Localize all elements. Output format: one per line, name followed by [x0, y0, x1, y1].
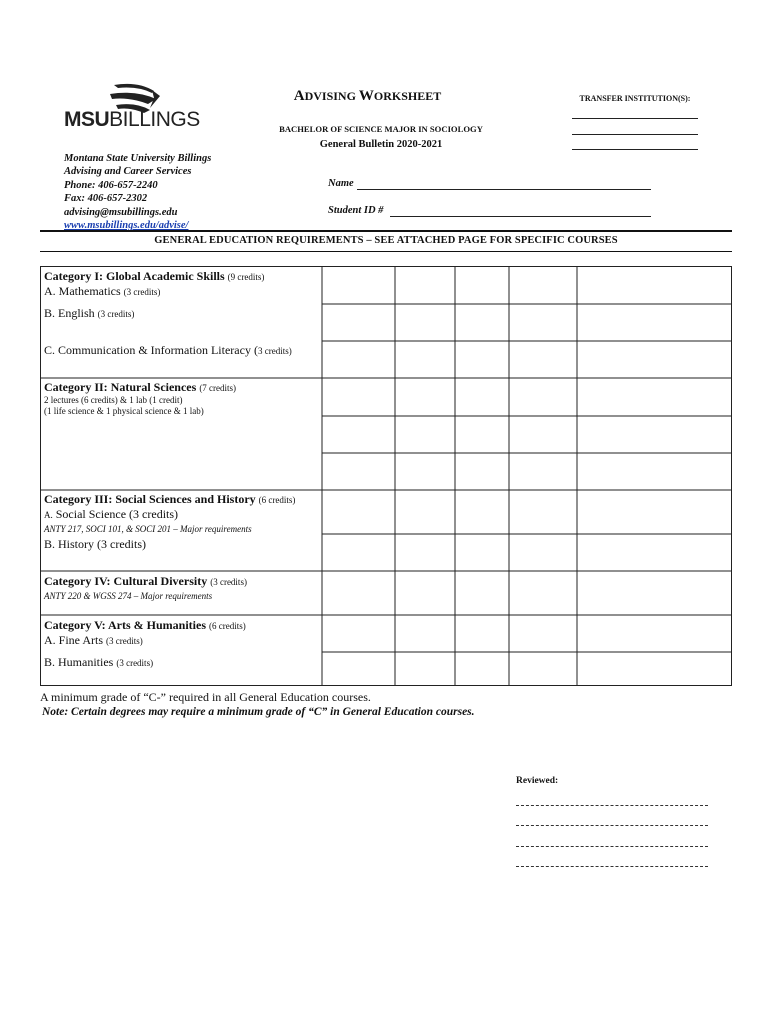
- category-5: Category V: Arts & Humanities (6 credits) A. Fine Arts (3 credits): [44, 618, 246, 647]
- category-3a-label: Social Science (3 credits): [52, 507, 179, 521]
- grade-requirement-note: Note: Certain degrees may require a minimum grade of “C” in General Education courses.: [42, 706, 475, 718]
- gen-ed-heading: GENERAL EDUCATION REQUIREMENTS – SEE ATTACHED PAGE FOR SPECIFIC COURSES: [154, 235, 618, 246]
- category-2-note: (1 life science & 1 physical science & 1 lab): [44, 406, 204, 416]
- category-1c: C. Communication & Information Literacy (3 credits): [44, 343, 292, 357]
- degree-name: BACHELOR OF SCIENCE MAJOR IN SOCIOLOGY: [279, 124, 483, 134]
- advising-website-link[interactable]: www.msubillings.edu/advise/: [64, 220, 189, 232]
- reviewed-signature-line[interactable]: [516, 805, 708, 806]
- category-1a-label: A. Mathematics: [44, 284, 121, 298]
- category-1-title: Category I: Global Academic Skills: [44, 269, 225, 283]
- category-5b: B. Humanities (3 credits): [44, 655, 154, 669]
- reviewed-signature-line[interactable]: [516, 825, 708, 826]
- category-2-note: 2 lectures (6 credits) & 1 lab (1 credit): [44, 395, 183, 405]
- reviewed-signature-line[interactable]: [516, 846, 708, 847]
- category-3-title: Category III: Social Sciences and History: [44, 492, 256, 506]
- reviewed-label: Reviewed:: [516, 776, 559, 786]
- divider: [40, 230, 732, 232]
- contact-line: Montana State University Billings: [64, 153, 212, 164]
- student-id-field[interactable]: [390, 216, 651, 217]
- contact-info: [64, 152, 211, 232]
- category-2-title: Category II: Natural Sciences: [44, 380, 197, 394]
- contact-email: advising@msubillings.edu: [64, 206, 178, 218]
- name-label: Name: [328, 178, 354, 189]
- student-id-label: Student ID #: [328, 205, 384, 216]
- category-5-title: Category V: Arts & Humanities: [44, 618, 206, 632]
- name-field[interactable]: [357, 189, 651, 190]
- category-4: Category IV: Cultural Diversity (3 credits) ANTY 220 & WGSS 274 – Major requirements: [44, 574, 318, 603]
- transfer-institution-field[interactable]: [572, 134, 698, 135]
- category-4-note: ANTY 220 & WGSS 274 – Major requirements: [44, 591, 213, 601]
- category-4-title: Category IV: Cultural Diversity: [44, 574, 208, 588]
- category-3b-label: B. History (3 credits): [44, 537, 146, 551]
- contact-fax: Fax: 406-657-2302: [64, 193, 148, 205]
- category-1b: B. English (3 credits): [44, 306, 135, 320]
- reviewed-signature-line[interactable]: [516, 866, 708, 867]
- transfer-institution-field[interactable]: [572, 149, 698, 150]
- bulletin-year: General Bulletin 2020-2021: [319, 139, 443, 150]
- transfer-institution-field[interactable]: [572, 118, 698, 119]
- transfer-institution-label: TRANSFER INSTITUTION(S):: [579, 94, 691, 103]
- category-2: Category II: Natural Sciences (7 credits) 2 lectures (6 credits) & 1 lab (1 credit) (1 life science & 1 physical science & 1 lab): [44, 380, 318, 417]
- contact-line: Advising and Career Services: [64, 166, 192, 178]
- minimum-grade-note: A minimum grade of “C-” required in all General Education courses.: [40, 690, 371, 704]
- page-title: ADVISING WORKSHEET: [293, 88, 442, 104]
- contact-phone: Phone: 406-657-2240: [64, 179, 158, 191]
- category-1: Category I: Global Academic Skills (9 credits) A. Mathematics (3 credits): [44, 269, 265, 298]
- logo-wordmark: MSUBILLINGS: [64, 108, 200, 131]
- category-3: Category III: Social Sciences and History (6 credits) A. Social Science (3 credits) ANTY 217, SOCI 101, & SOCI 201 – Major requirements B. History (3 credits): [44, 492, 318, 551]
- divider: [40, 251, 732, 252]
- category-3a-note: ANTY 217, SOCI 101, & SOCI 201 – Major requirements: [44, 524, 252, 534]
- category-5a-label: A. Fine Arts: [44, 633, 104, 647]
- page-subtitle: [220, 122, 542, 152]
